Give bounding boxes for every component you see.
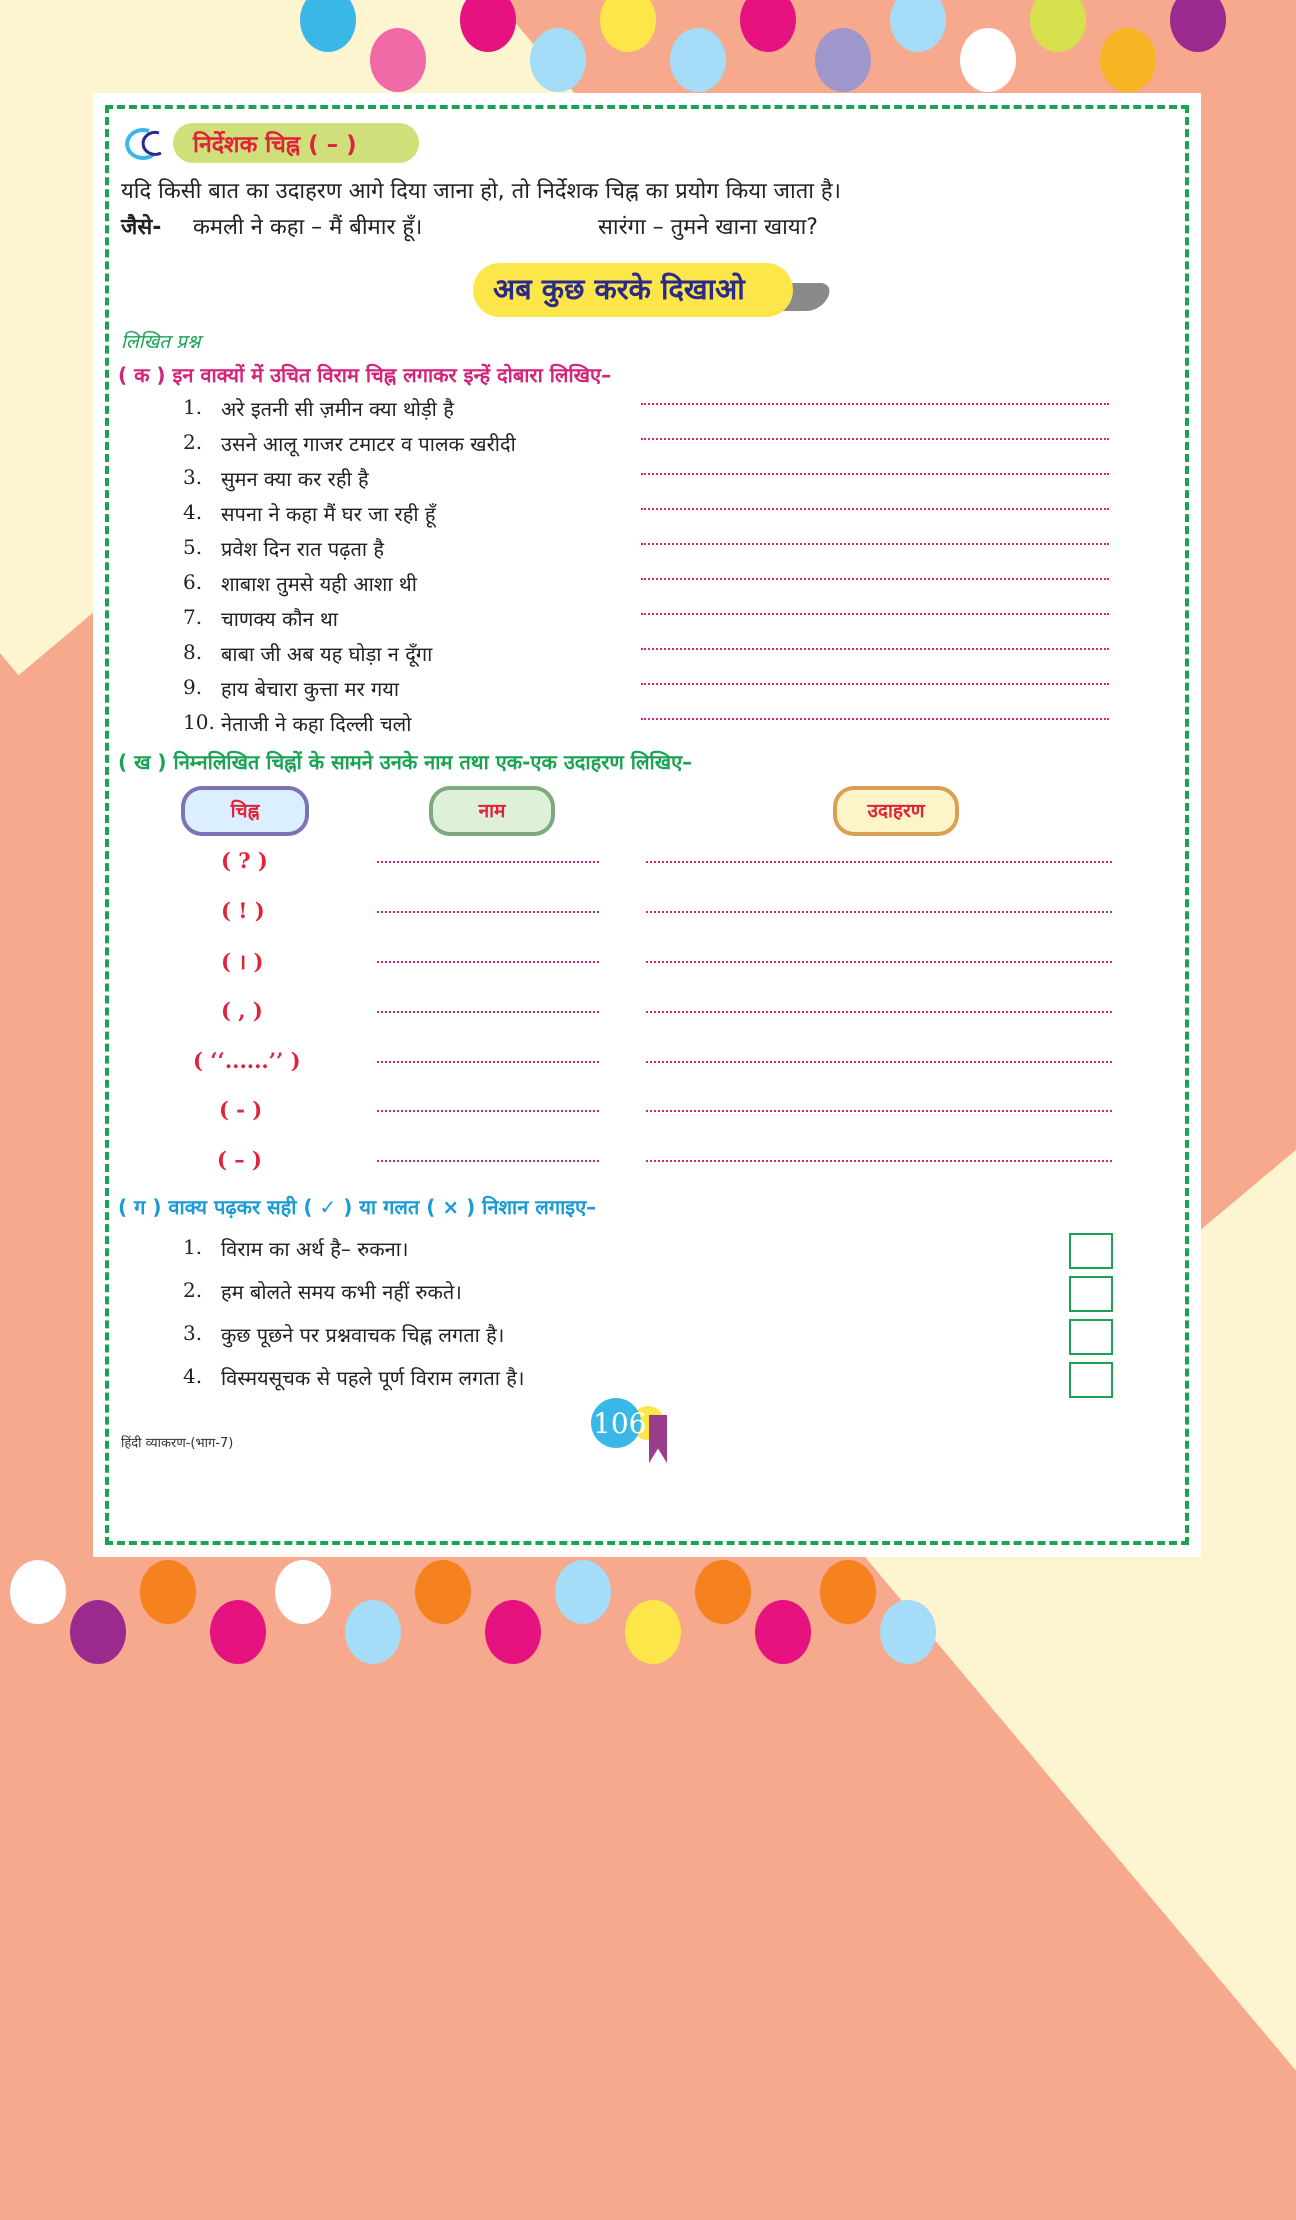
example-answer-line[interactable] xyxy=(646,1110,1112,1112)
example-2: सारंगा – तुमने खाना खाया? xyxy=(598,215,818,240)
decorative-dot xyxy=(625,1600,681,1664)
symbol-full-stop: ( । ) xyxy=(221,949,264,974)
name-answer-line[interactable] xyxy=(377,911,599,913)
example-answer-line[interactable] xyxy=(646,911,1112,913)
decorative-dot xyxy=(530,28,586,92)
name-answer-line[interactable] xyxy=(377,861,599,863)
item-text: बाबा जी अब यह घोड़ा न दूँगा xyxy=(221,642,433,666)
decorative-dot xyxy=(1030,0,1086,52)
answer-line[interactable] xyxy=(641,718,1109,720)
answer-line[interactable] xyxy=(641,683,1109,685)
answer-line[interactable] xyxy=(641,648,1109,650)
name-answer-line[interactable] xyxy=(377,1011,599,1013)
page-number: 106 xyxy=(593,1407,647,1440)
symbol-exclamation: ( ! ) xyxy=(221,898,265,923)
item-text: विराम का अर्थ है– रुकना। xyxy=(221,1237,409,1261)
part-c-heading: ( ग ) वाक्य पढ़कर सही ( ✓ ) या गलत ( × ) निशान लगाइए– xyxy=(118,1195,597,1219)
name-answer-line[interactable] xyxy=(377,1160,599,1162)
decorative-dot xyxy=(890,0,946,52)
answer-checkbox[interactable] xyxy=(1069,1362,1113,1398)
item-number: 10. xyxy=(183,710,215,734)
symbol-quotation: ( ‘‘......’’ ) xyxy=(193,1048,301,1073)
name-answer-line[interactable] xyxy=(377,961,599,963)
decorative-dot xyxy=(555,1560,611,1624)
symbol-hyphen: ( - ) xyxy=(219,1097,263,1122)
answer-line[interactable] xyxy=(641,508,1109,510)
item-number: 4. xyxy=(183,1364,203,1388)
answer-line[interactable] xyxy=(641,613,1109,615)
part-b-heading: ( ख ) निम्नलिखित चिह्नों के सामने उनके नाम तथा एक-एक उदाहरण लिखिए– xyxy=(118,750,693,774)
name-answer-line[interactable] xyxy=(377,1110,599,1112)
item-text: हाय बेचारा कुत्ता मर गया xyxy=(221,677,400,701)
item-number: 2. xyxy=(183,1278,203,1302)
column-header-symbol: चिह्न xyxy=(181,786,309,836)
worksheet-page xyxy=(93,93,1201,1557)
decorative-dot xyxy=(695,1560,751,1624)
column-header-name: नाम xyxy=(429,786,555,836)
item-number: 4. xyxy=(183,500,203,524)
item-text: प्रवेश दिन रात पढ़ता है xyxy=(221,537,385,561)
symbol-dash: ( – ) xyxy=(217,1147,262,1172)
decorative-dot xyxy=(485,1600,541,1664)
item-number: 1. xyxy=(183,1235,203,1259)
decorative-dot xyxy=(880,1600,936,1664)
written-questions-label: लिखित प्रश्न xyxy=(121,331,201,353)
answer-line[interactable] xyxy=(641,578,1109,580)
item-number: 3. xyxy=(183,465,203,489)
decorative-dot xyxy=(345,1600,401,1664)
answer-line[interactable] xyxy=(641,543,1109,545)
example-1: कमली ने कहा – मैं बीमार हूँ। xyxy=(193,215,423,240)
section-heading: निर्देशक चिह्न ( – ) xyxy=(193,132,357,158)
answer-line[interactable] xyxy=(641,473,1109,475)
answer-line[interactable] xyxy=(641,438,1109,440)
decorative-dot xyxy=(1170,0,1226,52)
decorative-dot xyxy=(415,1560,471,1624)
symbol-question-mark: ( ? ) xyxy=(221,848,268,873)
decorative-dot xyxy=(140,1560,196,1624)
name-answer-line[interactable] xyxy=(377,1061,599,1063)
heading-swirl-icon xyxy=(119,123,169,163)
item-number: 9. xyxy=(183,675,203,699)
item-number: 2. xyxy=(183,430,203,454)
item-number: 5. xyxy=(183,535,203,559)
example-answer-line[interactable] xyxy=(646,1011,1112,1013)
item-number: 7. xyxy=(183,605,203,629)
decorative-dot xyxy=(10,1560,66,1624)
decorative-dot xyxy=(370,28,426,92)
item-number: 8. xyxy=(183,640,203,664)
decorative-dot xyxy=(820,1560,876,1624)
example-answer-line[interactable] xyxy=(646,1061,1112,1063)
item-text: हम बोलते समय कभी नहीं रुकते। xyxy=(221,1280,462,1304)
decorative-dot xyxy=(960,28,1016,92)
item-text: चाणक्य कौन था xyxy=(221,607,338,631)
decorative-dot xyxy=(670,28,726,92)
example-answer-line[interactable] xyxy=(646,1160,1112,1162)
item-number: 1. xyxy=(183,395,203,419)
item-text: अरे इतनी सी ज़मीन क्या थोड़ी है xyxy=(221,397,454,421)
decorative-dot xyxy=(1100,28,1156,92)
item-text: सपना ने कहा मैं घर जा रही हूँ xyxy=(221,502,436,526)
item-number: 3. xyxy=(183,1321,203,1345)
item-text: नेताजी ने कहा दिल्ली चलो xyxy=(221,712,412,736)
decorative-dot xyxy=(600,0,656,52)
decorative-dot xyxy=(815,28,871,92)
item-text: उसने आलू गाजर टमाटर व पालक खरीदी xyxy=(221,432,516,456)
book-title: हिंदी व्याकरण-(भाग-7) xyxy=(121,1436,234,1451)
symbol-comma: ( , ) xyxy=(221,998,263,1023)
answer-checkbox[interactable] xyxy=(1069,1319,1113,1355)
item-text: सुमन क्या कर रही है xyxy=(221,467,369,491)
item-text: शाबाश तुमसे यही आशा थी xyxy=(221,572,417,596)
item-text: विस्मयसूचक से पहले पूर्ण विराम लगता है। xyxy=(221,1366,525,1390)
item-text: कुछ पूछने पर प्रश्नवाचक चिह्न लगता है। xyxy=(221,1323,505,1347)
answer-line[interactable] xyxy=(641,403,1109,405)
example-label: जैसे- xyxy=(121,215,162,240)
item-number: 6. xyxy=(183,570,203,594)
decorative-dot xyxy=(275,1560,331,1624)
decorative-dot xyxy=(70,1600,126,1664)
decorative-dot xyxy=(740,0,796,52)
answer-checkbox[interactable] xyxy=(1069,1276,1113,1312)
answer-checkbox[interactable] xyxy=(1069,1233,1113,1269)
example-answer-line[interactable] xyxy=(646,861,1112,863)
column-header-example: उदाहरण xyxy=(833,786,959,836)
description-text: यदि किसी बात का उदाहरण आगे दिया जाना हो, तो निर्देशक चिह्न का प्रयोग किया जाता है। xyxy=(121,179,841,204)
decorative-dot xyxy=(210,1600,266,1664)
decorative-dot xyxy=(755,1600,811,1664)
activity-banner-text: अब कुछ करके दिखाओ xyxy=(493,272,745,306)
part-a-heading: ( क ) इन वाक्यों में उचित विराम चिह्न लगाकर इन्हें दोबारा लिखिए– xyxy=(118,363,612,387)
example-answer-line[interactable] xyxy=(646,961,1112,963)
